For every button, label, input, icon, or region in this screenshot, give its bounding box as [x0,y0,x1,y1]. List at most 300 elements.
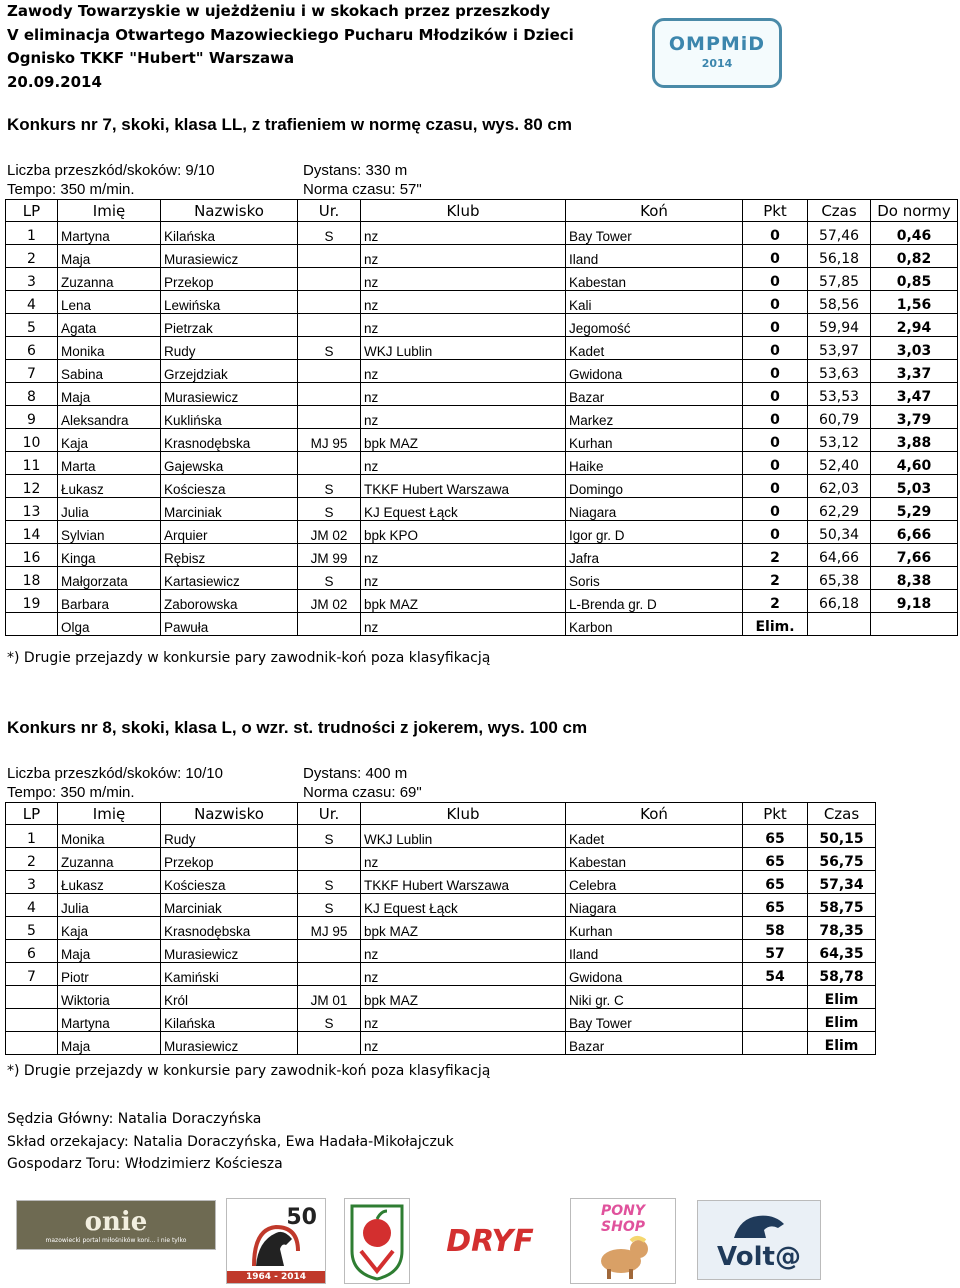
table-row [6,1009,876,1032]
cell-kon: Kurhan [566,917,743,940]
cell-czas: 65,38 [808,567,871,590]
table-row [6,848,876,871]
cell-ur [298,963,361,986]
cell-pkt: 0 [743,521,808,544]
comp1-obstacles: Liczba przeszkód/skoków: 9/10 [7,162,215,179]
table-row [6,498,958,521]
cell-lp: 10 [6,429,58,452]
table-row [6,894,876,917]
cell-lp: 5 [6,917,58,940]
table-row [6,521,958,544]
cell-klub: nz [361,406,566,429]
cell-pkt: 54 [743,963,808,986]
cell-czas: 58,56 [808,291,871,314]
cell-czas: 58,75 [808,894,876,917]
cell-nazwisko: Przekop [161,848,298,871]
cell-ur: S [298,567,361,590]
cell-czas: 66,18 [808,590,871,613]
cell-nazwisko: Kościesza [161,871,298,894]
cell-klub: nz [361,383,566,406]
cell-kon: Niki gr. C [566,986,743,1009]
cell-nazwisko: Murasiewicz [161,383,298,406]
cell-pkt: 0 [743,406,808,429]
cell-ur: MJ 95 [298,917,361,940]
cell-czas: 58,78 [808,963,876,986]
ompmid-logo [652,18,782,88]
cell-ur [298,360,361,383]
chief-judge: Sędzia Główny: Natalia Doraczyńska [7,1111,262,1127]
cell-lp [6,986,58,1009]
cell-klub: bpk KPO [361,521,566,544]
cell-nazwisko: Murasiewicz [161,245,298,268]
cell-klub: nz [361,222,566,245]
cell-klub: TKKF Hubert Warszawa [361,475,566,498]
cell-czas: 56,18 [808,245,871,268]
cell-klub: nz [361,848,566,871]
cell-klub: nz [361,544,566,567]
cell-imie: Wiktoria [58,986,161,1009]
cell-dn: 5,29 [871,498,958,521]
cell-kon: Domingo [566,475,743,498]
cell-imie: Sylvian [58,521,161,544]
table-row [6,383,958,406]
cell-klub: bpk MAZ [361,986,566,1009]
cell-czas: 53,53 [808,383,871,406]
cell-czas: Elim [808,1032,876,1055]
event-date: 20.09.2014 [7,72,102,91]
cell-kon: Niagara [566,894,743,917]
cell-lp: 18 [6,567,58,590]
cell-ur: JM 01 [298,986,361,1009]
cell-klub: nz [361,940,566,963]
cell-klub: nz [361,613,566,636]
cell-pkt: 0 [743,222,808,245]
cell-klub: nz [361,452,566,475]
comp1-header-nazwisko: Nazwisko [161,200,298,222]
comp2-results-table [5,802,876,1055]
cell-czas: 50,15 [808,825,876,848]
cell-czas: 62,29 [808,498,871,521]
cell-klub: nz [361,268,566,291]
cell-kon: Kali [566,291,743,314]
cell-imie: Kaja [58,429,161,452]
comp2-note: *) Drugie przejazdy w konkursie pary zawodnik-koń poza klasyfikacją [7,1063,491,1079]
cell-pkt: 0 [743,383,808,406]
event-title-line2: V eliminacja Otwartego Mazowieckiego Pucharu Młodzików i Dzieci [7,25,574,44]
cell-nazwisko: Lewińska [161,291,298,314]
horse-silhouette-icon [724,1208,794,1242]
cell-imie: Agata [58,314,161,337]
cell-klub: nz [361,963,566,986]
cell-dn: 0,85 [871,268,958,291]
cell-lp: 6 [6,337,58,360]
cell-ur: S [298,475,361,498]
cell-klub: nz [361,291,566,314]
cell-nazwisko: Rudy [161,337,298,360]
comp2-header-pkt: Pkt [743,803,808,825]
cell-pkt: 0 [743,429,808,452]
table-row [6,360,958,383]
cell-kon: Markez [566,406,743,429]
comp2-header-lp: LP [6,803,58,825]
cell-kon: Iland [566,245,743,268]
cell-lp: 1 [6,222,58,245]
cell-dn: 4,60 [871,452,958,475]
cell-pkt: 2 [743,544,808,567]
table-row [6,544,958,567]
cell-nazwisko: Murasiewicz [161,940,298,963]
sponsor-logo-apple-emblem [344,1198,410,1284]
cell-pkt [743,986,808,1009]
cell-pkt: 65 [743,825,808,848]
table-row [6,871,876,894]
cell-pkt: 0 [743,314,808,337]
cell-imie: Małgorzata [58,567,161,590]
sponsor-logo-aronie: onie mazowiecki portal miłośników koni... i nie tylko [16,1200,216,1250]
cell-lp [6,1032,58,1055]
cell-lp: 4 [6,894,58,917]
cell-nazwisko: Kamiński [161,963,298,986]
cell-lp: 2 [6,245,58,268]
cell-kon: L-Brenda gr. D [566,590,743,613]
cell-ur [298,1032,361,1055]
cell-kon: Soris [566,567,743,590]
cell-ur [298,383,361,406]
sponsor-logo-dryf: DRYF [420,1198,560,1284]
cell-lp: 3 [6,871,58,894]
cell-klub: nz [361,360,566,383]
table-row [6,590,958,613]
jury: Skład orzekajacy: Natalia Doraczyńska, Ewa Hadała-Mikołajczuk [7,1133,454,1150]
cell-ur: S [298,498,361,521]
cell-lp: 3 [6,268,58,291]
cell-lp: 5 [6,314,58,337]
cell-nazwisko: Kilańska [161,222,298,245]
comp1-header-klub: Klub [361,200,566,222]
cell-ur [298,314,361,337]
table-row [6,245,958,268]
cell-nazwisko: Zaborowska [161,590,298,613]
table-row [6,314,958,337]
comp1-time-norm: Norma czasu: 57" [303,181,422,198]
cell-nazwisko: Kościesza [161,475,298,498]
cell-dn: 3,47 [871,383,958,406]
cell-pkt [743,1009,808,1032]
cell-nazwisko: Marciniak [161,894,298,917]
cell-imie: Monika [58,825,161,848]
cell-imie: Martyna [58,222,161,245]
comp2-header-ur: Ur. [298,803,361,825]
sponsor-logo-volta: Volt@ [697,1200,821,1280]
cell-czas: 60,79 [808,406,871,429]
cell-pkt: 0 [743,291,808,314]
cell-imie: Julia [58,894,161,917]
cell-nazwisko: Gajewska [161,452,298,475]
cell-czas: 64,35 [808,940,876,963]
cell-czas: 57,85 [808,268,871,291]
cell-lp: 12 [6,475,58,498]
cell-czas: 57,46 [808,222,871,245]
ompmid-logo-text: OMPMiD [668,33,766,55]
cell-dn: 3,79 [871,406,958,429]
comp2-info-left [7,764,223,802]
cell-ur [298,452,361,475]
course-host: Gospodarz Toru: Włodzimierz Kościesza [7,1156,283,1172]
cell-nazwisko: Krasnodębska [161,917,298,940]
cell-kon: Haike [566,452,743,475]
cell-czas: 59,94 [808,314,871,337]
cell-lp: 14 [6,521,58,544]
cell-ur: S [298,871,361,894]
cell-kon: Kadet [566,337,743,360]
cell-lp: 8 [6,383,58,406]
cell-imie: Lena [58,291,161,314]
cell-kon: Kurhan [566,429,743,452]
comp1-info-right [303,161,422,199]
comp2-title: Konkurs nr 8, skoki, klasa L, o wzr. st. trudności z jokerem, wys. 100 cm [7,718,588,737]
comp1-header-dn: Do normy [871,200,958,222]
cell-ur: S [298,894,361,917]
cell-imie: Kaja [58,917,161,940]
table-row [6,986,876,1009]
cell-klub: nz [361,1032,566,1055]
cell-nazwisko: Przekop [161,268,298,291]
cell-lp: 19 [6,590,58,613]
cell-kon: Gwidona [566,963,743,986]
table-row [6,567,958,590]
cell-ur [298,245,361,268]
cell-ur: S [298,825,361,848]
cell-imie: Olga [58,613,161,636]
sponsor-logos [0,1198,960,1288]
cell-nazwisko: Pietrzak [161,314,298,337]
table-row [6,825,876,848]
cell-lp: 4 [6,291,58,314]
cell-dn: 8,38 [871,567,958,590]
comp2-obstacles: Liczba przeszkód/skoków: 10/10 [7,765,223,782]
cell-kon: Kadet [566,825,743,848]
cell-kon: Kabestan [566,848,743,871]
cell-ur [298,848,361,871]
cell-pkt: 65 [743,871,808,894]
comp2-header-klub: Klub [361,803,566,825]
comp2-time-norm: Norma czasu: 69" [303,784,422,801]
cell-imie: Maja [58,245,161,268]
cell-czas: 64,66 [808,544,871,567]
table-row [6,291,958,314]
comp1-title: Konkurs nr 7, skoki, klasa LL, z trafieniem w normę czasu, wys. 80 cm [7,115,572,134]
cell-klub: bpk MAZ [361,429,566,452]
cell-ur [298,268,361,291]
cell-lp: 6 [6,940,58,963]
cell-lp: 16 [6,544,58,567]
cell-pkt: 0 [743,360,808,383]
table-row [6,940,876,963]
cell-pkt: 57 [743,940,808,963]
table-row [6,268,958,291]
cell-nazwisko: Kuklińska [161,406,298,429]
cell-klub: bpk MAZ [361,917,566,940]
cell-dn [871,613,958,636]
cell-imie: Sabina [58,360,161,383]
cell-pkt: 0 [743,475,808,498]
cell-imie: Łukasz [58,871,161,894]
comp1-tempo: Tempo: 350 m/min. [7,181,135,198]
comp1-header-lp: LP [6,200,58,222]
cell-kon: Bay Tower [566,1009,743,1032]
cell-imie: Zuzanna [58,268,161,291]
cell-klub: bpk MAZ [361,590,566,613]
cell-dn: 7,66 [871,544,958,567]
table-row [6,337,958,360]
cell-dn: 0,46 [871,222,958,245]
cell-ur: S [298,222,361,245]
cell-nazwisko: Kilańska [161,1009,298,1032]
cell-imie: Monika [58,337,161,360]
cell-imie: Maja [58,940,161,963]
cell-czas [808,613,871,636]
cell-imie: Maja [58,1032,161,1055]
comp1-info-left [7,161,215,199]
comp1-header-kon: Koń [566,200,743,222]
cell-czas: 53,63 [808,360,871,383]
comp1-header-ur: Ur. [298,200,361,222]
cell-imie: Marta [58,452,161,475]
cell-imie: Barbara [58,590,161,613]
table-row [6,613,958,636]
comp2-header-nazwisko: Nazwisko [161,803,298,825]
cell-pkt: 0 [743,498,808,521]
cell-klub: WKJ Lublin [361,337,566,360]
cell-kon: Bay Tower [566,222,743,245]
event-organizer: Ognisko TKKF "Hubert" Warszawa [7,49,295,67]
cell-kon: Bazar [566,383,743,406]
cell-imie: Łukasz [58,475,161,498]
cell-kon: Celebra [566,871,743,894]
cell-lp: 2 [6,848,58,871]
cell-lp: 11 [6,452,58,475]
comp1-header-pkt: Pkt [743,200,808,222]
cell-lp: 1 [6,825,58,848]
cell-dn: 3,37 [871,360,958,383]
table-row [6,475,958,498]
cell-ur: JM 02 [298,521,361,544]
cell-nazwisko: Marciniak [161,498,298,521]
table-row [6,429,958,452]
cell-nazwisko: Rudy [161,825,298,848]
table-row [6,1032,876,1055]
cell-pkt: 2 [743,567,808,590]
cell-ur: JM 02 [298,590,361,613]
cell-kon: Niagara [566,498,743,521]
cell-klub: nz [361,314,566,337]
cell-ur [298,613,361,636]
cell-lp: 13 [6,498,58,521]
cell-pkt: Elim. [743,613,808,636]
cell-pkt: 65 [743,848,808,871]
cell-klub: nz [361,1009,566,1032]
apple-shield-icon [347,1201,407,1281]
cell-pkt: 65 [743,894,808,917]
comp1-results-table [5,199,958,636]
cell-czas: 50,34 [808,521,871,544]
cell-czas: 53,12 [808,429,871,452]
cell-imie: Piotr [58,963,161,986]
cell-imie: Martyna [58,1009,161,1032]
cell-dn: 5,03 [871,475,958,498]
comp1-note: *) Drugie przejazdy w konkursie pary zawodnik-koń poza klasyfikacją [7,650,491,666]
cell-imie: Kinga [58,544,161,567]
cell-lp [6,613,58,636]
cell-nazwisko: Rębisz [161,544,298,567]
cell-nazwisko: Król [161,986,298,1009]
cell-nazwisko: Arquier [161,521,298,544]
cell-nazwisko: Krasnodębska [161,429,298,452]
cell-kon: Jafra [566,544,743,567]
ompmid-logo-year: 2014 [701,57,733,70]
table-row [6,963,876,986]
cell-ur [298,291,361,314]
cell-pkt: 0 [743,245,808,268]
cell-kon: Iland [566,940,743,963]
cell-ur: JM 99 [298,544,361,567]
cell-kon: Igor gr. D [566,521,743,544]
table-row [6,917,876,940]
cell-czas: 62,03 [808,475,871,498]
cell-czas: 56,75 [808,848,876,871]
event-title-line1: Zawody Towarzyskie w ujeżdżeniu i w skokach przez przeszkody [7,2,551,20]
cell-klub: WKJ Lublin [361,825,566,848]
pony-icon [593,1235,653,1279]
cell-kon: Karbon [566,613,743,636]
cell-lp: 7 [6,963,58,986]
cell-imie: Zuzanna [58,848,161,871]
comp1-header-czas: Czas [808,200,871,222]
cell-czas: 52,40 [808,452,871,475]
cell-ur [298,940,361,963]
cell-imie: Julia [58,498,161,521]
cell-dn: 1,56 [871,291,958,314]
cell-lp: 9 [6,406,58,429]
cell-pkt: 58 [743,917,808,940]
cell-dn: 0,82 [871,245,958,268]
cell-ur: S [298,1009,361,1032]
cell-klub: KJ Equest Łąck [361,894,566,917]
cell-czas: 53,97 [808,337,871,360]
cell-kon: Jegomość [566,314,743,337]
cell-ur [298,406,361,429]
comp1-distance: Dystans: 330 m [303,162,408,179]
comp1-header-row [6,200,958,222]
cell-nazwisko: Murasiewicz [161,1032,298,1055]
cell-dn: 3,88 [871,429,958,452]
cell-imie: Maja [58,383,161,406]
comp2-header-kon: Koń [566,803,743,825]
comp2-distance: Dystans: 400 m [303,765,408,782]
cell-klub: nz [361,245,566,268]
cell-czas: 78,35 [808,917,876,940]
cell-dn: 9,18 [871,590,958,613]
cell-czas: Elim [808,1009,876,1032]
cell-pkt: 0 [743,452,808,475]
table-row [6,452,958,475]
cell-klub: KJ Equest Łąck [361,498,566,521]
cell-ur: MJ 95 [298,429,361,452]
cell-pkt: 2 [743,590,808,613]
sponsor-logo-wmzj: 50 1964 - 2014 [226,1198,326,1284]
comp2-header-czas: Czas [808,803,876,825]
cell-dn: 2,94 [871,314,958,337]
